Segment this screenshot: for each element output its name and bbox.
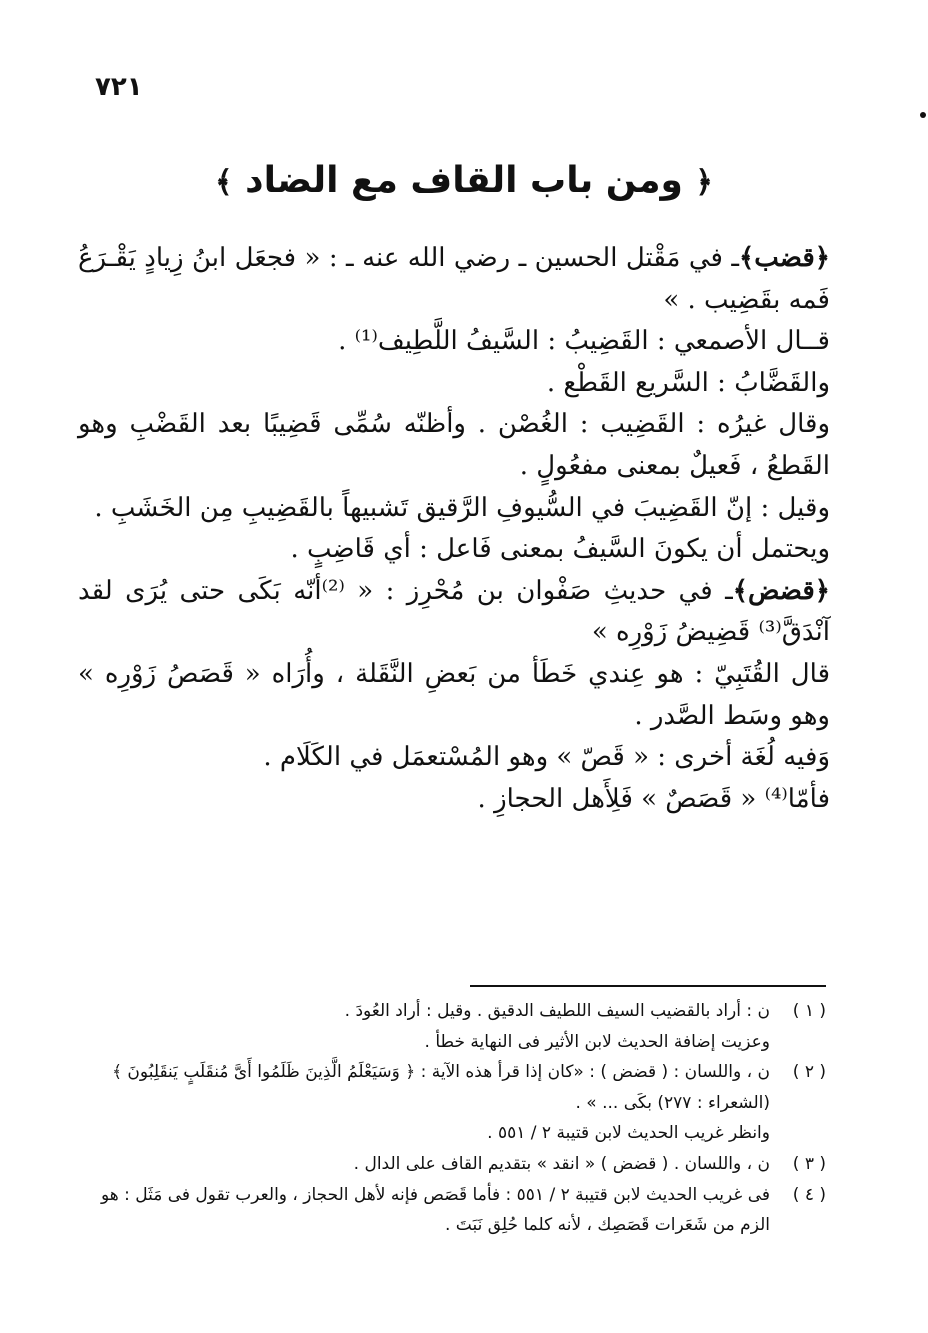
footnote-text: ن ، واللسان : ( قضض ) : «كان إذا قرأ هذه الآية : ﴿ وَسَيَعْلَمُ الَّذِينَ ظَلَمُوا أَىَّ مُنقَلَبٍ يَنقَلِبُونَ ﴾ (الشعراء : ٢٧٧) بكَى ... » .	[112, 1062, 770, 1113]
paragraph-text: ـ في حديثِ صَفْوان بن مُحْرِز : « ⁽²⁾أنّه بَكَى حتى يُرَى لقد آنْدَقَّ⁽³⁾ قَضِيضُ زَوْرِه »	[78, 575, 830, 648]
paragraph: وَفيه لُغَة أخرى : « قَصّ » وهو المُسْتعمَل في الكَلَام .	[263, 742, 830, 773]
page-number: ٧٢١	[95, 72, 143, 102]
paragraph: قــال الأصمعي : القَضِيبُ : السَّيفُ اللَّطِيف⁽¹⁾ .	[338, 326, 830, 357]
footnotes	[78, 996, 826, 1241]
entry-heading-qdd: ﴿قضض﴾	[732, 575, 830, 606]
paragraph-qdd-intro	[78, 571, 830, 654]
ornament-close: ﴾	[215, 165, 233, 200]
footnote-1	[78, 996, 826, 1057]
footnote-number: ( ٤ )	[792, 1184, 826, 1205]
footnote-text: وانظر غريب الحديث لابن قتيبة ٢ / ٥٥١ .	[487, 1123, 770, 1144]
paragraph-qdb-intro	[78, 238, 830, 321]
paragraph-text: ـ في مَقْتل الحسين ـ رضي الله عنه ـ : « فجعَل ابنُ زِيادٍ يَقْـرَعُ فَمه بقَضِيب . »	[78, 243, 830, 315]
paragraph: وقال غيرُه : القَضِيب : الغُصْن . وأظنّه سُمِّى قَضِيبًا بعد القَضْبِ وهو القَطعُ ، فَعيلٌ بمعنى مفعُولٍ .	[78, 409, 830, 481]
footnote-number: ( ٢ )	[792, 1062, 826, 1083]
paragraph: فأمّا⁽⁴⁾ « قَصَصٌ » فَلِأَهل الحجازِ .	[477, 783, 830, 814]
footnote-3	[78, 1149, 826, 1180]
ornament-open: ﴿	[695, 165, 713, 200]
chapter-title-text: ومن باب القاف مع الضاد	[245, 160, 683, 201]
paragraph: وقيل : إنّ القَضِيبَ في السُّيوفِ الرَّقيق تَشبيهاً بالقَضِيبِ مِن الخَشَبِ .	[94, 492, 830, 523]
footnote-2	[78, 1057, 826, 1149]
chapter-title	[0, 160, 928, 201]
footnote-text: وعزيت إضافة الحديث لابن الأثير فى النهاية خطأ .	[424, 1031, 770, 1052]
footnote-divider	[470, 985, 826, 987]
entry-heading-qdb: ﴿قضب﴾	[739, 243, 830, 273]
footnote-text: ن : أراد بالقضيب السيف اللطيف الدقيق . وقيل : أراد العُودَ .	[344, 1001, 770, 1021]
footnote-number: ( ١ )	[792, 1001, 826, 1021]
margin-mark	[920, 112, 926, 118]
footnote-text: فى غريب الحديث لابن قتيبة ٢ / ٥٥١ : فأما قَصَص فإنه لأهل الحجاز ، والعرب تقول فى مَثَل : هو الزم من شَعَرات قَصَصِك ، لأنه كلما حُلِق نَبَتَ .	[100, 1184, 770, 1236]
paragraph: قال القُتَبِيّ : هو عِندي خَطَأ من بَعضِ النَّقَلة ، وأُرَاه « قَصَصُ زَوْرِه » وهو وسَط الصَّدر .	[78, 658, 830, 731]
footnote-4	[78, 1180, 826, 1241]
footnote-text: ن ، واللسان . ( قضض ) « انقد » بتقديم القاف على الدال .	[353, 1153, 770, 1174]
paragraph: ويحتمل أن يكونَ السَّيفُ بمعنى فَاعل : أي قَاضِبٍ .	[290, 534, 830, 565]
main-text	[78, 238, 830, 820]
footnote-number: ( ٣ )	[792, 1153, 826, 1174]
paragraph: والقَضَّابُ : السَّريع القَطْع .	[546, 367, 830, 398]
